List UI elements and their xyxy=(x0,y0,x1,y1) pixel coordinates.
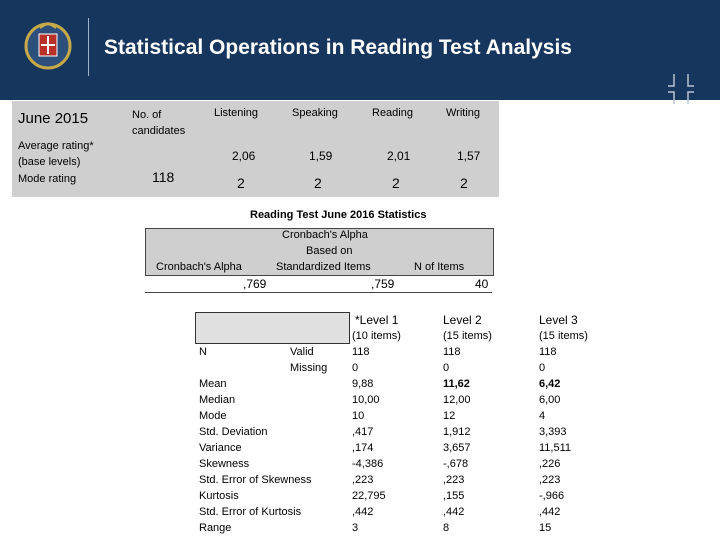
stat-value: 9,88 xyxy=(352,378,374,390)
stat-value: -4,386 xyxy=(352,458,384,470)
candidates-header: No. of candidates xyxy=(132,109,186,137)
candidates-count: 118 xyxy=(152,169,175,185)
col-level2: Level 2 xyxy=(443,313,482,327)
stat-label: Std. Deviation xyxy=(199,426,268,438)
col-reading: Reading xyxy=(372,107,413,119)
header-divider xyxy=(88,18,89,76)
stat-value: ,223 xyxy=(443,474,465,486)
stat-value: 118 xyxy=(352,346,370,358)
reliability-table-title: Reading Test June 2016 Statistics xyxy=(250,209,427,221)
stat-value: 12 xyxy=(443,410,456,422)
avg-reading: 2,01 xyxy=(387,149,411,163)
value-cronbach-alpha: ,769 xyxy=(243,277,267,291)
stat-value: 3,657 xyxy=(443,442,471,454)
header-standardized-line1: Cronbach's Alpha xyxy=(282,229,368,241)
stat-value: 3,393 xyxy=(539,426,567,438)
stat-label: Mode xyxy=(199,410,227,422)
stat-value: ,223 xyxy=(539,474,561,486)
stat-value: ,223 xyxy=(352,474,374,486)
valid-label: Valid xyxy=(290,346,314,358)
col-level1-items: (10 items) xyxy=(352,330,401,342)
stat-label: Std. Error of Skewness xyxy=(199,474,312,486)
university-crest-icon xyxy=(24,18,72,74)
stat-value: 6,00 xyxy=(539,394,561,406)
stat-value: ,417 xyxy=(352,426,374,438)
avg-writing: 1,57 xyxy=(457,149,481,163)
stat-value: 118 xyxy=(539,346,557,358)
stat-label: Mean xyxy=(199,378,227,390)
mode-listening: 2 xyxy=(237,175,245,191)
stat-value: 10,00 xyxy=(352,394,380,406)
rating-summary-table xyxy=(12,101,499,197)
value-standardized-alpha: ,759 xyxy=(371,277,395,291)
stat-value: 0 xyxy=(443,362,450,374)
period-label: June 2015 xyxy=(18,110,89,127)
stat-value: ,174 xyxy=(352,442,374,454)
stat-label: Skewness xyxy=(199,458,250,470)
col-level3: Level 3 xyxy=(539,313,578,327)
reliability-table xyxy=(145,228,494,276)
stat-value: 118 xyxy=(443,346,461,358)
col-listening: Listening xyxy=(214,107,259,119)
stat-value: -,678 xyxy=(443,458,469,470)
stat-value: ,155 xyxy=(443,490,465,502)
col-writing: Writing xyxy=(446,107,481,119)
stat-value: 1,912 xyxy=(443,426,471,438)
stat-value: 6,42 xyxy=(539,378,561,390)
col-level3-items: (15 items) xyxy=(539,330,588,342)
col-level2-items: (15 items) xyxy=(443,330,492,342)
stat-value: 0 xyxy=(539,362,546,374)
stat-label: Std. Error of Kurtosis xyxy=(199,506,302,518)
stat-value: 12,00 xyxy=(443,394,471,406)
stat-value: 0 xyxy=(352,362,359,374)
stat-value: -,966 xyxy=(539,490,565,502)
stat-label: Variance xyxy=(199,442,242,454)
header-cronbach-alpha: Cronbach's Alpha xyxy=(156,261,242,273)
col-speaking: Speaking xyxy=(292,107,338,119)
mode-reading: 2 xyxy=(392,175,400,191)
reliability-values-row xyxy=(145,275,492,293)
header-standardized-line3: Standardized Items xyxy=(276,261,371,273)
mode-writing: 2 xyxy=(460,175,468,191)
header-standardized-line2: Based on xyxy=(306,245,353,257)
row-label-mode: Mode rating xyxy=(18,173,77,185)
stat-value: 4 xyxy=(539,410,546,422)
avg-speaking: 1,59 xyxy=(309,149,333,163)
corner-ornament-icon xyxy=(666,72,696,106)
stat-value: 3 xyxy=(352,522,359,534)
avg-listening: 2,06 xyxy=(232,149,256,163)
missing-label: Missing xyxy=(290,362,328,374)
stat-label: Range xyxy=(199,522,232,534)
stat-value: ,442 xyxy=(539,506,561,518)
stat-value: 11,62 xyxy=(443,378,470,390)
stat-value: 11,511 xyxy=(539,442,572,454)
value-n-items: 40 xyxy=(475,277,489,291)
stat-value: 8 xyxy=(443,522,450,534)
level-statistics-table xyxy=(195,312,708,537)
stat-value: 22,795 xyxy=(352,490,386,502)
stats-header-blank xyxy=(195,312,350,344)
row-label-base-levels: (base levels) xyxy=(18,156,81,168)
mode-speaking: 2 xyxy=(314,175,322,191)
row-label-average: Average rating* xyxy=(18,140,94,152)
stat-value: 15 xyxy=(539,522,552,534)
n-label: N xyxy=(199,346,207,358)
stat-label: Median xyxy=(199,394,236,406)
header-n-items: N of Items xyxy=(414,261,465,273)
stat-value: ,442 xyxy=(443,506,465,518)
stat-label: Kurtosis xyxy=(199,490,239,502)
title-banner xyxy=(0,0,720,100)
stat-value: 10 xyxy=(352,410,365,422)
page-title: Statistical Operations in Reading Test Analysis xyxy=(104,36,572,59)
stat-value: ,226 xyxy=(539,458,561,470)
stat-value: ,442 xyxy=(352,506,374,518)
col-level1: *Level 1 xyxy=(355,313,399,327)
